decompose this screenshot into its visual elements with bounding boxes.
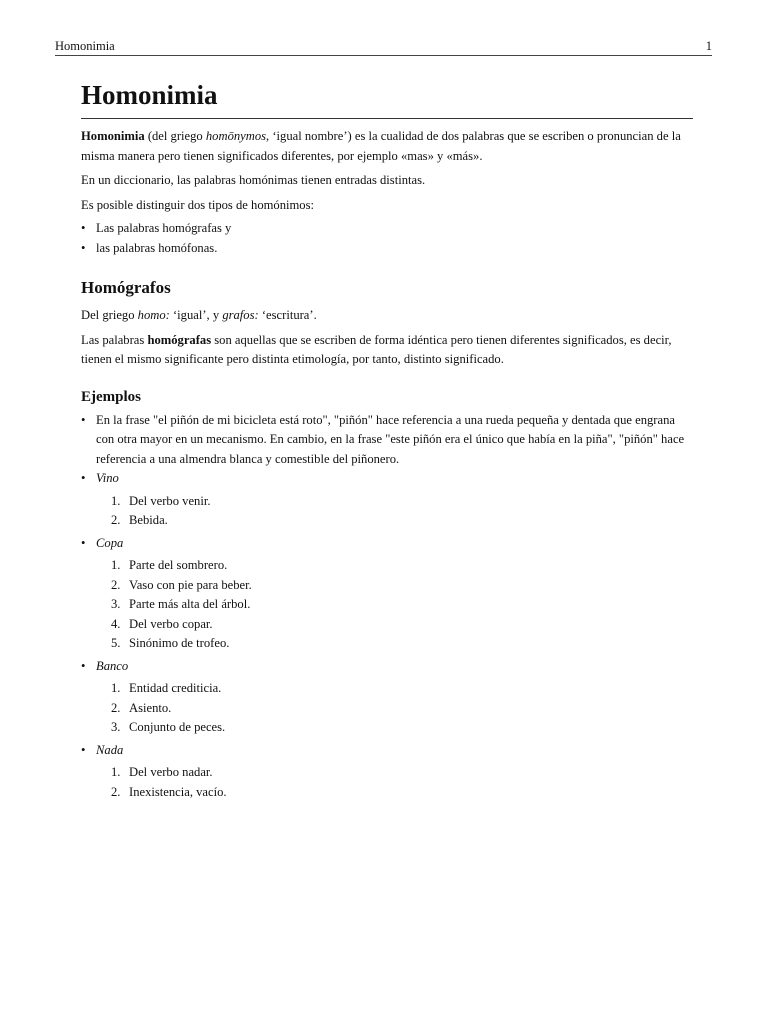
etym-grafos: grafos:: [222, 308, 259, 322]
meanings-list: [96, 763, 693, 802]
example-word: Vino: [96, 471, 119, 485]
example-word-item: [81, 534, 693, 654]
meaning-text: Del verbo venir.: [129, 493, 211, 508]
meaning-text: Inexistencia, vacío.: [129, 784, 227, 799]
section-heading-ejemplos: Ejemplos: [81, 388, 141, 405]
def-text-1: Las palabras: [81, 332, 148, 347]
definition-paragraph: [81, 331, 693, 370]
def-text-2: son aquellas que se escriben de forma idéntica pero tienen diferentes significados, es decir, tienen el mismo significante pero distinta etimología, por tanto, distinto significado.: [81, 332, 672, 366]
meaning-text: Vaso con pie para beber.: [129, 577, 252, 592]
etym-homo: homo:: [137, 308, 170, 322]
etymology-paragraph: [81, 306, 693, 326]
etym-text-2: ‘igual’, y: [169, 308, 223, 322]
types-intro-paragraph: Es posible distinguir dos tipos de homónimos:: [81, 197, 314, 212]
meaning-text: Del verbo copar.: [129, 616, 213, 631]
intro-paragraph: [81, 127, 693, 166]
list-item: • Las palabras homógrafas y: [81, 219, 693, 239]
meanings-list: [96, 492, 693, 531]
meaning-item: 1. Parte del sombrero.: [111, 558, 228, 572]
etym-text-3: ‘escritura’.: [258, 308, 317, 322]
list-item: • las palabras homófonas.: [81, 239, 693, 259]
meaning-text: Del verbo nadar.: [129, 765, 213, 779]
meaning-item: 3. Conjunto de peces.: [111, 720, 226, 734]
article-title: Homonimia: [81, 78, 693, 119]
meaning-text: Conjunto de peces.: [129, 720, 226, 734]
intro-text-1: (del griego: [144, 129, 206, 143]
intro-term: Homonimia: [81, 129, 145, 143]
example-word: Copa: [96, 535, 124, 550]
intro-text-2: , ‘igual nombre’) es la cualidad de dos palabras que se escriben o pronuncian de la misma manera pero tienen significados diferentes, por ejemplo «mas» y «más».: [81, 129, 681, 163]
meaning-item: 1. Del verbo nadar.: [111, 765, 213, 779]
meaning-text: Bebida.: [129, 513, 168, 527]
meaning-item: 1. Del verbo venir.: [111, 493, 211, 508]
example-word: Banco: [96, 658, 129, 673]
meaning-item: 2. Inexistencia, vacío.: [111, 784, 227, 799]
meaning-item: 2. Asiento.: [111, 700, 172, 715]
meaning-text: Asiento.: [129, 700, 172, 715]
running-header: [55, 38, 712, 56]
section-heading-homografos: Homógrafos: [81, 278, 171, 297]
meaning-item: 4. Del verbo copar.: [111, 616, 213, 631]
types-list: [81, 219, 693, 258]
article-body: [81, 78, 693, 805]
etym-text-1: Del griego: [81, 308, 138, 322]
intro-greek-word: homōnymos: [205, 129, 267, 143]
meaning-text: Parte del sombrero.: [129, 558, 228, 572]
examples-list: [81, 411, 693, 803]
example-word-item: [81, 657, 693, 738]
meanings-list: [96, 556, 693, 654]
meaning-text: Sinónimo de trofeo.: [129, 636, 230, 650]
meaning-item: 1. Entidad crediticia.: [111, 681, 222, 695]
def-term: homógrafas: [147, 332, 212, 347]
dictionary-paragraph: En un diccionario, las palabras homónimas tienen entradas distintas.: [81, 173, 426, 187]
meaning-text: Parte más alta del árbol.: [129, 597, 251, 611]
example-pinon: • En la frase "el piñón de mi bicicleta está roto", "piñón" hace referencia a una rueda pequeña y dentada que engrana con otra mayor en un mecanismo. En cambio, en la frase "este piñón era el único que había en la piña", "piñón" hace referencia a una almendra blanca y comestible del piñonero.: [81, 411, 693, 470]
meaning-text: Entidad crediticia.: [129, 681, 222, 695]
running-header-title: Homonimia: [55, 39, 115, 53]
example-word-item: [81, 469, 693, 531]
meaning-item: 5. Sinónimo de trofeo.: [111, 636, 230, 650]
meanings-list: [96, 679, 693, 738]
meaning-item: 2. Vaso con pie para beber.: [111, 577, 252, 592]
example-word-item: [81, 741, 693, 803]
meaning-item: 2. Bebida.: [111, 513, 168, 527]
example-word: Nada: [96, 742, 124, 757]
page-number: 1: [705, 39, 712, 53]
meaning-item: 3. Parte más alta del árbol.: [111, 597, 251, 611]
